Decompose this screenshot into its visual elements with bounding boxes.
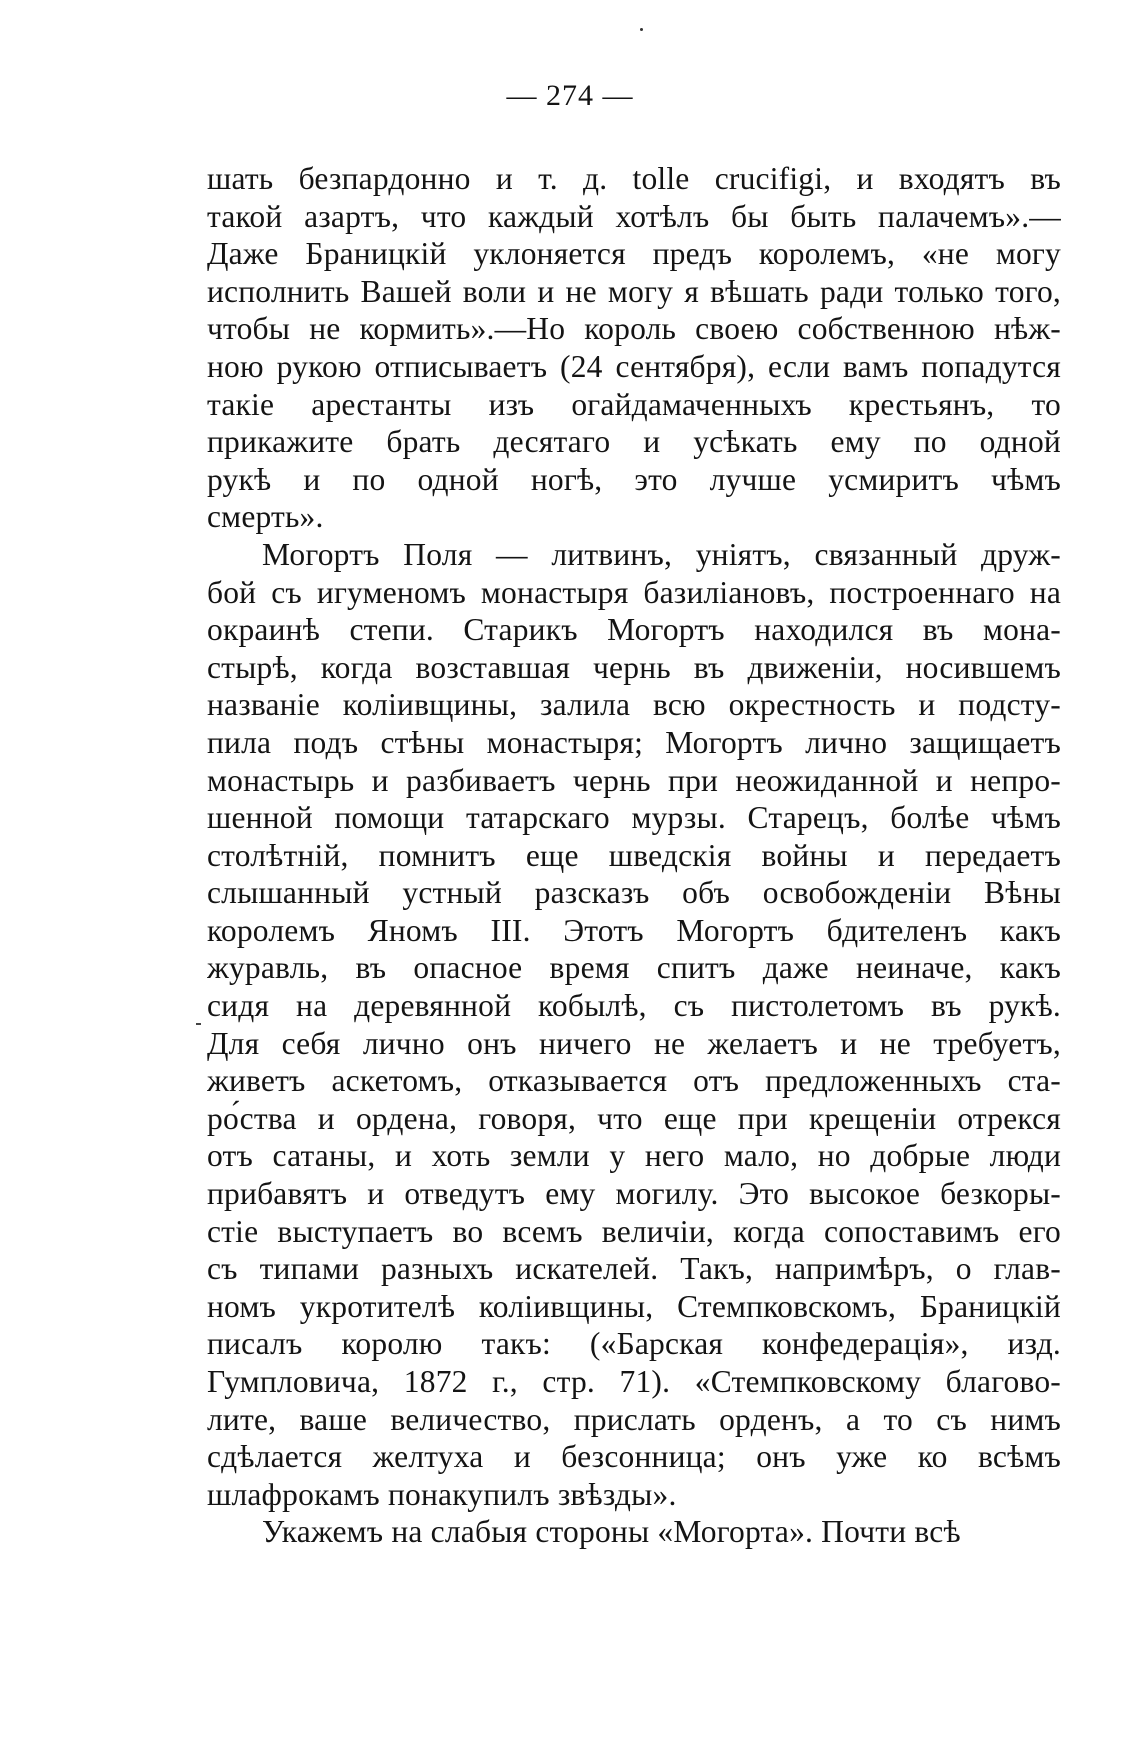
text-line: чтобы не кормить».—Но король своею собственною нѣж- [207, 311, 1061, 347]
text-line: сидя на деревянной кобылѣ, съ пистолетомъ въ рукѣ. [207, 988, 1061, 1024]
text-line: монастырь и разбиваетъ чернь при неожиданной и непро- [207, 762, 1061, 798]
text-line: ною рукою отписываетъ (24 сентября), если вамъ попадутся [207, 348, 1061, 384]
text-line: бой съ игуменомъ монастыря базиліановъ, построеннаго на [207, 574, 1061, 610]
text-line: стіе выступаетъ во всемъ величіи, когда сопоставимъ его [207, 1213, 1061, 1249]
text-line: стырѣ, когда возставшая чернь въ движеніи, носившемъ [207, 649, 1061, 685]
print-speck [640, 28, 643, 31]
text-line: номъ укротителѣ коліивщины, Стемпковскомъ, Браницкій [207, 1288, 1061, 1324]
text-line: лите, ваше величество, прислать орденъ, а то съ нимъ [207, 1401, 1061, 1437]
text-line: живетъ аскетомъ, отказывается отъ предложенныхъ ста- [207, 1063, 1061, 1099]
paragraph [207, 160, 1061, 536]
paragraph [207, 536, 1061, 1513]
text-line: пила подъ стѣны монастыря; Могортъ лично защищаетъ [207, 724, 1061, 760]
text-line: съ типами разныхъ искателей. Такъ, напримѣръ, о глав- [207, 1251, 1061, 1287]
text-line: шать безпардонно и т. д. tolle crucifigi, и входятъ въ [207, 161, 1061, 196]
page-number: — 274 — [506, 79, 634, 112]
text-line: рукѣ и по одной ногѣ, это лучше усмиритъ чѣмъ [207, 461, 1061, 497]
text-line: королемъ Яномъ III. Этотъ Могортъ бдителенъ какъ [207, 912, 1061, 948]
text-line: Укажемъ на слабыя стороны «Могорта». Почти всѣ [262, 1514, 961, 1550]
text-line: писалъ королю такъ: («Барская конфедерація», изд. [207, 1326, 1061, 1362]
paragraph [207, 1513, 1061, 1551]
text-line: сдѣлается желтуха и безсонница; онъ уже ко всѣмъ [207, 1439, 1061, 1475]
text-line: столѣтній, помнитъ еще шведскія войны и передаетъ [207, 837, 1061, 873]
text-line: шенной помощи татарскаго мурзы. Старецъ, болѣе чѣмъ [207, 800, 1061, 836]
text-line: прибавятъ и отведутъ ему могилу. Это высокое безкоры- [207, 1176, 1061, 1212]
text-line: Даже Браницкій уклоняется предъ королемъ, «не могу [207, 236, 1061, 272]
text-line: слышанный устный разсказъ объ освобожденіи Вѣны [207, 875, 1061, 911]
text-line: такой азартъ, что каждый хотѣлъ бы быть палачемъ».— [207, 198, 1061, 234]
body-text [207, 160, 1061, 1551]
text-line: смерть». [207, 499, 324, 535]
text-line: шлафрокамъ понакупилъ звѣзды». [207, 1476, 677, 1512]
text-line: журавль, въ опасное время спитъ даже неиначе, какъ [207, 950, 1061, 986]
text-line: Могортъ Поля — литвинъ, уніятъ, связанный друж- [262, 536, 1061, 572]
text-line: окраинѣ степи. Старикъ Могортъ находился въ мона- [207, 612, 1061, 648]
margin-mark [196, 1023, 201, 1025]
text-line: названіе колiивщины, залила всю окрестность и подсту- [207, 687, 1061, 723]
text-line: исполнить Вашей воли и не могу я вѣшать ради только того, [207, 273, 1061, 309]
text-line: Для себя лично онъ ничего не желаетъ и не требуетъ, [207, 1025, 1061, 1061]
text-line: такіе арестанты изъ огайдамаченныхъ крестьянъ, то [207, 386, 1061, 422]
text-line: ро́ства и ордена, говоря, что еще при крещеніи отрекся [207, 1100, 1061, 1136]
text-line: прикажите брать десятаго и усѣкать ему по одной [207, 424, 1061, 460]
text-line: отъ сатаны, и хоть земли у него мало, но добрые люди [207, 1138, 1061, 1174]
text-line: Гумпловича, 1872 г., стр. 71). «Стемпковскому благово- [207, 1364, 1061, 1399]
